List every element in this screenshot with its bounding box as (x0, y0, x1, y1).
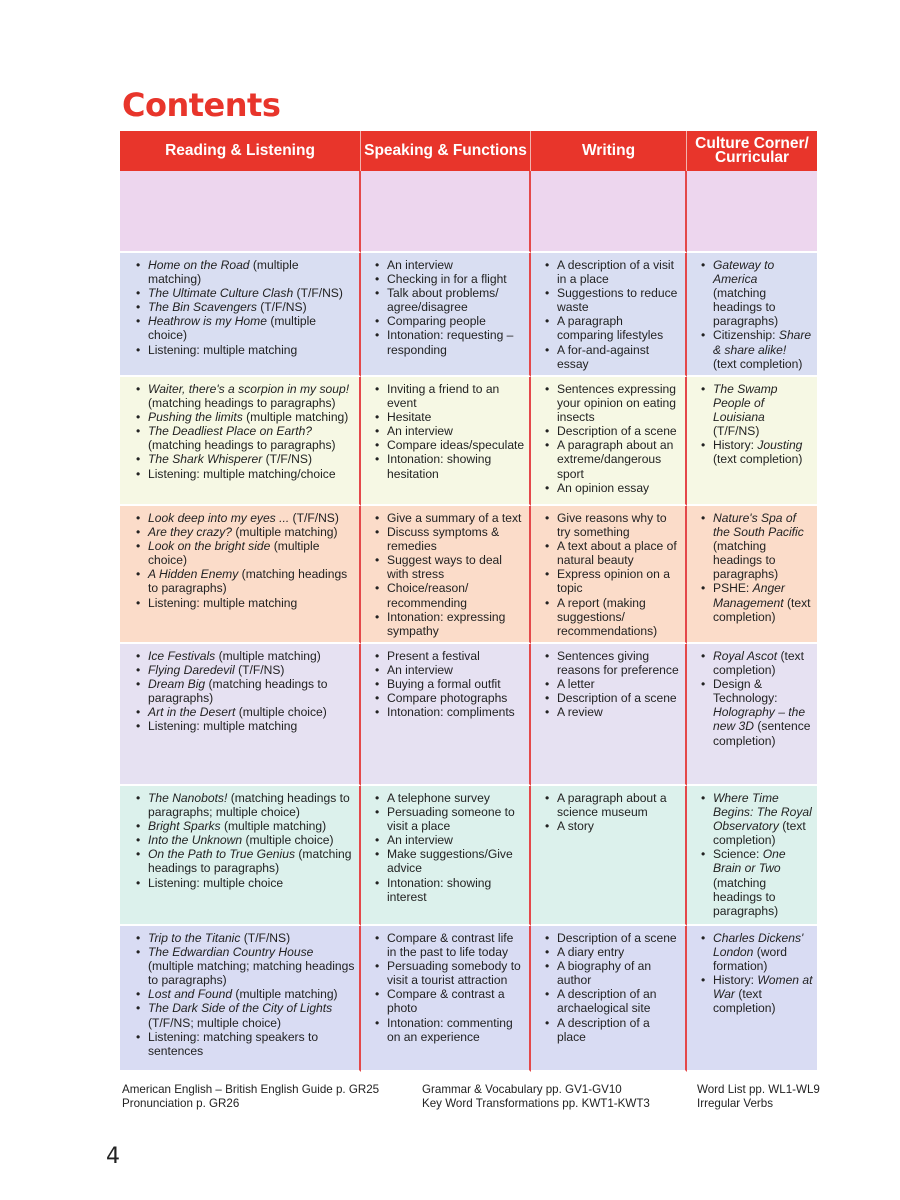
list-item (547, 424, 681, 438)
item-text: Compare photographs (387, 691, 508, 706)
list-item (138, 649, 355, 663)
bullet-list (703, 382, 813, 467)
list-item (138, 539, 355, 567)
item-title: Ice Festivals (148, 649, 216, 663)
item-text: Make suggestions/Give advice (387, 847, 513, 876)
item-title: Look on the bright side (148, 539, 271, 554)
contents-table (120, 131, 817, 1072)
bullet-list (377, 931, 525, 1044)
list-item (138, 567, 355, 595)
item-text: Description of a scene (557, 424, 677, 439)
bullet-list (377, 258, 525, 357)
item-text: Suggestions to reduce waste (557, 286, 678, 315)
footer-references-1 (122, 1083, 379, 1111)
list-item (138, 467, 355, 481)
list-item (377, 438, 525, 452)
item-title: The Dark Side of the City of Lights (148, 1001, 333, 1016)
item-text: (text completion) (713, 595, 811, 624)
bullet-list (547, 791, 681, 833)
item-title: Women at War (713, 973, 813, 1002)
unit-2-writing-cell (531, 377, 687, 506)
item-text: A report (making suggestions/ recommendations) (557, 595, 658, 638)
unit-6-reading-cell (120, 926, 361, 1072)
list-item (377, 314, 525, 328)
item-text: (text completion) (713, 819, 806, 848)
list-item (377, 833, 525, 847)
item-text: A paragraph about an extreme/dangerous sport (557, 438, 674, 481)
unit-0-speaking-cell (361, 171, 531, 253)
item-text: (matching headings to paragraphs) (148, 396, 336, 411)
item-text: Listening: multiple matching (148, 719, 298, 734)
item-title: The Ultimate Culture Clash (148, 286, 294, 301)
list-item (377, 272, 525, 286)
list-item (547, 258, 681, 286)
list-item (377, 649, 525, 663)
list-item (377, 677, 525, 691)
item-text: Intonation: commenting on an experience (387, 1015, 513, 1044)
footer-line: American English – British English Guide p. GR25 (122, 1083, 380, 1096)
unit-6-writing-cell (531, 926, 687, 1072)
item-text: (T/F/NS) (256, 300, 307, 315)
item-title: Share & share alike! (713, 328, 812, 357)
list-item (138, 719, 355, 733)
unit-5-reading-cell (120, 786, 361, 926)
item-text: Listening: matching speakers to sentences (148, 1029, 319, 1058)
item-title: Lost and Found (148, 987, 233, 1002)
list-item (377, 286, 525, 314)
list-item (377, 791, 525, 805)
list-item (547, 945, 681, 959)
list-item (138, 596, 355, 610)
list-item (547, 987, 681, 1015)
unit-4-speaking-cell (361, 644, 531, 786)
bullet-list (377, 649, 525, 719)
unit-2-speaking-cell (361, 377, 531, 506)
item-text: Listening: multiple matching (148, 595, 298, 610)
item-title: Bright Sparks (148, 819, 221, 834)
list-item (138, 511, 355, 525)
list-item (138, 286, 355, 300)
item-text: (text completion) (713, 987, 776, 1016)
list-item (703, 581, 813, 623)
list-item (703, 258, 813, 328)
list-item (377, 581, 525, 609)
bullet-list (547, 649, 681, 719)
item-text: Intonation: expressing sympathy (387, 609, 506, 638)
unit-5-writing-cell (531, 786, 687, 926)
item-text: (multiple choice) (235, 705, 327, 720)
item-title: One Brain or Two (713, 847, 786, 876)
item-text: A biography of an author (557, 959, 652, 988)
item-text: (matching headings to paragraphs) (713, 286, 779, 329)
list-item (703, 382, 813, 438)
item-text: History: (713, 973, 758, 988)
unit-4-reading-cell (120, 644, 361, 786)
item-text: An opinion essay (557, 480, 650, 495)
list-item (547, 959, 681, 987)
item-text: Hesitate (387, 410, 432, 425)
list-item (703, 438, 813, 466)
item-text: A letter (557, 677, 595, 692)
item-text: A paragraph about a science museum (557, 791, 667, 820)
list-item (138, 987, 355, 1001)
item-title: Flying Daredevil (148, 663, 235, 678)
item-text: A for-and-against essay (557, 342, 650, 371)
item-text: (multiple choice) (242, 833, 334, 848)
list-item (547, 691, 681, 705)
list-item (547, 705, 681, 719)
footer-line: Pronunciation p. GR26 (122, 1097, 240, 1111)
list-item (377, 328, 525, 356)
list-item (377, 663, 525, 677)
item-text: (matching headings to paragraphs) (148, 677, 328, 706)
item-text: A paragraph comparing lifestyles (557, 314, 664, 343)
item-title: A Hidden Enemy (148, 567, 239, 582)
list-item (138, 452, 355, 466)
page-number: 4 (106, 1144, 120, 1169)
list-item (547, 649, 681, 677)
item-text: An interview (387, 663, 453, 678)
item-text: Comparing people (387, 314, 486, 329)
item-text: (T/F/NS) (262, 452, 312, 467)
bullet-list (703, 258, 813, 371)
list-item (547, 677, 681, 691)
item-text: (matching headings to paragraphs) (713, 539, 779, 582)
item-title: The Edwardian Country House (148, 945, 314, 960)
bullet-list (703, 931, 813, 1016)
list-item (547, 596, 681, 638)
item-title: Pushing the limits (148, 410, 243, 425)
list-item (547, 481, 681, 495)
footer-line: Grammar & Vocabulary pp. GV1-GV10 (422, 1083, 622, 1096)
item-title: On the Path to True Genius (148, 847, 295, 862)
list-item (703, 847, 813, 917)
column-header-writing: Writing (531, 131, 687, 171)
bullet-list (138, 511, 355, 610)
item-text: Express opinion on a topic (557, 567, 670, 596)
item-text: Compare & contrast a photo (387, 987, 505, 1016)
bullet-list (377, 511, 525, 638)
list-item (377, 525, 525, 553)
list-item (547, 314, 681, 342)
list-item (138, 677, 355, 705)
item-text: A description of an archaelogical site (557, 987, 657, 1016)
list-item (138, 1030, 355, 1058)
column-header-speaking: Speaking & Functions (361, 131, 531, 171)
unit-4-culture-cell (687, 644, 817, 786)
item-text: (multiple matching) (148, 258, 299, 287)
item-text: (word formation) (713, 945, 787, 974)
list-item (138, 300, 355, 314)
item-text: Checking in for a flight (387, 272, 507, 287)
item-text: Buying a formal outfit (387, 677, 501, 692)
list-item (138, 945, 355, 987)
list-item (703, 791, 813, 847)
item-title: The Bin Scavengers (148, 300, 257, 315)
list-item (377, 876, 525, 904)
list-item (377, 511, 525, 525)
item-text: A text about a place of natural beauty (557, 539, 677, 568)
item-text: Intonation: showing hesitation (387, 452, 492, 481)
list-item (547, 511, 681, 539)
bullet-list (138, 382, 355, 481)
item-text: (matching headings to paragraphs; multiple choice) (148, 791, 350, 820)
item-title: The Nanobots! (148, 791, 228, 805)
list-item (377, 705, 525, 719)
item-text: (multiple matching; matching headings to paragraphs) (148, 959, 355, 988)
item-text: Persuading somebody to visit a tourist attraction (387, 959, 521, 988)
list-item (703, 931, 813, 973)
list-item (138, 410, 355, 424)
unit-6-speaking-cell (361, 926, 531, 1072)
unit-1-culture-cell (687, 253, 817, 377)
item-text: (T/F/NS) (293, 286, 343, 301)
item-text: Intonation: showing interest (387, 875, 492, 904)
list-item (138, 705, 355, 719)
list-item (703, 677, 813, 747)
item-text: (matching headings to paragraphs) (148, 847, 352, 876)
footer-references-3 (697, 1083, 820, 1111)
bullet-list (703, 649, 813, 748)
bullet-list (138, 649, 355, 734)
list-item (138, 847, 355, 875)
item-title: Nature's Spa of the South Pacific (713, 511, 804, 540)
list-item (703, 973, 813, 1015)
item-text: (text completion) (713, 452, 803, 467)
item-text: History: (713, 438, 758, 453)
item-text: Compare ideas/speculate (387, 438, 525, 453)
bullet-list (138, 931, 355, 1058)
bullet-list (547, 258, 681, 371)
item-text: Present a festival (387, 649, 480, 663)
bullet-list (377, 791, 525, 904)
item-text: A description of a visit in a place (557, 258, 674, 287)
item-title: Art in the Desert (148, 705, 236, 720)
list-item (547, 539, 681, 567)
item-text: Citizenship: (713, 328, 779, 343)
list-item (547, 382, 681, 424)
item-text: Listening: multiple matching/choice (148, 466, 336, 481)
item-text: A story (557, 819, 594, 834)
item-text: (T/F/NS; multiple choice) (148, 1015, 282, 1030)
footer-references-2 (422, 1083, 650, 1111)
unit-0-reading-cell (120, 171, 361, 253)
unit-4-writing-cell (531, 644, 687, 786)
unit-2-reading-cell (120, 377, 361, 506)
item-text: (text completion) (713, 649, 804, 678)
list-item (547, 931, 681, 945)
item-text: (T/F/NS) (240, 931, 291, 945)
item-text: Give a summary of a text (387, 511, 522, 525)
item-title: Home on the Road (148, 258, 250, 272)
item-text: (text completion) (713, 356, 803, 371)
list-item (547, 286, 681, 314)
list-item (138, 833, 355, 847)
item-text: Talk about problems/ agree/disagree (387, 286, 499, 315)
item-text: Sentences giving reasons for preference (557, 649, 679, 678)
item-text: (multiple matching) (232, 987, 338, 1002)
list-item (138, 931, 355, 945)
item-title: Into the Unknown (148, 833, 243, 848)
list-item (138, 424, 355, 452)
item-text: Compare & contrast life in the past to life today (387, 931, 514, 960)
item-text: Description of a scene (557, 931, 677, 945)
list-item (547, 1016, 681, 1044)
unit-0-writing-cell (531, 171, 687, 253)
bullet-list (138, 791, 355, 890)
bullet-list (547, 382, 681, 495)
item-text: Inviting a friend to an event (387, 382, 500, 411)
item-text: Design & Technology: (713, 677, 778, 706)
item-text: (multiple matching) (215, 649, 321, 663)
item-title: The Shark Whisperer (148, 452, 263, 467)
list-item (377, 424, 525, 438)
item-text: (multiple matching) (242, 410, 349, 425)
item-text: Listening: multiple matching (148, 342, 298, 357)
item-text: (matching headings to paragraphs) (713, 875, 779, 918)
item-text: Sentences expressing your opinion on eating insects (557, 382, 677, 425)
unit-1-writing-cell (531, 253, 687, 377)
item-title: Waiter, there's a scorpion in my soup! (148, 382, 350, 396)
list-item (377, 382, 525, 410)
list-item (703, 511, 813, 581)
list-item (377, 691, 525, 705)
unit-2-culture-cell (687, 377, 817, 506)
list-item (377, 258, 525, 272)
unit-6-culture-cell (687, 926, 817, 1072)
item-title: Trip to the Titanic (148, 931, 241, 945)
list-item (377, 931, 525, 959)
list-item (547, 819, 681, 833)
unit-3-writing-cell (531, 506, 687, 644)
item-text: A description of a place (557, 1015, 650, 1044)
item-text: Choice/reason/ recommending (387, 581, 469, 610)
item-title: Dream Big (148, 677, 206, 692)
item-text: An interview (387, 833, 453, 848)
list-item (377, 959, 525, 987)
item-title: Gateway to America (713, 258, 775, 287)
item-text: Discuss symptoms & remedies (387, 525, 500, 554)
item-text: An interview (387, 258, 453, 272)
item-text: Suggest ways to deal with stress (387, 553, 502, 582)
column-header-reading: Reading & Listening (120, 131, 361, 171)
list-item (377, 847, 525, 875)
item-text: (sentence completion) (713, 719, 811, 748)
footer-line: Irregular Verbs (697, 1097, 774, 1111)
page-title: Contents (122, 86, 281, 124)
item-title: Royal Ascot (713, 649, 778, 663)
list-item (138, 876, 355, 890)
list-item (138, 791, 355, 819)
list-item (547, 343, 681, 371)
unit-1-speaking-cell (361, 253, 531, 377)
item-title: Anger Management (713, 581, 785, 610)
list-item (138, 382, 355, 410)
item-text: A telephone survey (387, 791, 490, 805)
list-item (377, 553, 525, 581)
item-title: Where Time Begins: The Royal Observatory (713, 791, 812, 834)
item-text: (T/F/NS) (713, 424, 760, 439)
column-header-culture: Culture Corner/ Curricular (687, 131, 817, 171)
item-text: (multiple matching) (220, 819, 327, 834)
unit-3-speaking-cell (361, 506, 531, 644)
item-title: The Deadliest Place on Earth? (148, 424, 313, 439)
item-text: Persuading someone to visit a place (387, 805, 515, 834)
item-title: Look deep into my eyes ... (148, 511, 290, 525)
item-text: A review (557, 705, 603, 720)
list-item (703, 328, 813, 370)
item-text: (multiple matching) (232, 525, 338, 540)
list-item (377, 1016, 525, 1044)
item-text: Description of a scene (557, 691, 677, 706)
item-title: Are they crazy? (148, 525, 233, 540)
item-title: Charles Dickens' London (713, 931, 804, 960)
list-item (138, 258, 355, 286)
unit-1-reading-cell (120, 253, 361, 377)
item-text: An interview (387, 424, 453, 439)
item-text: (multiple choice) (148, 539, 320, 568)
item-title: Heathrow is my Home (148, 314, 267, 329)
item-text: (matching headings to paragraphs) (148, 567, 348, 596)
footer-line: Key Word Transformations pp. KWT1-KWT3 (422, 1097, 650, 1111)
list-item (138, 819, 355, 833)
item-text: Intonation: compliments (387, 705, 515, 720)
item-text: (T/F/NS) (234, 663, 285, 678)
item-text: PSHE: (713, 581, 753, 596)
list-item (547, 567, 681, 595)
bullet-list (377, 382, 525, 481)
item-text: Listening: multiple choice (148, 875, 284, 890)
item-text: (matching headings to paragraphs) (148, 438, 336, 453)
list-item (138, 1001, 355, 1029)
list-item (138, 525, 355, 539)
item-title: Holography – the new 3D (713, 705, 806, 734)
item-title: Jousting (757, 438, 803, 453)
bullet-list (547, 931, 681, 1044)
list-item (703, 649, 813, 677)
bullet-list (138, 258, 355, 357)
list-item (377, 410, 525, 424)
item-text: A diary entry (557, 945, 625, 960)
list-item (377, 805, 525, 833)
unit-5-speaking-cell (361, 786, 531, 926)
list-item (547, 791, 681, 819)
item-text: Intonation: requesting – responding (387, 328, 514, 357)
list-item (377, 452, 525, 480)
unit-0-culture-cell (687, 171, 817, 253)
unit-3-reading-cell (120, 506, 361, 644)
item-text: (multiple choice) (148, 314, 317, 343)
list-item (377, 610, 525, 638)
bullet-list (703, 511, 813, 624)
item-title: The Swamp People of Louisiana (713, 382, 778, 425)
list-item (138, 314, 355, 342)
item-text: Give reasons why to try something (557, 511, 667, 540)
unit-3-culture-cell (687, 506, 817, 644)
footer-line: Word List pp. WL1-WL9 (697, 1083, 820, 1096)
item-text: Science: (713, 847, 763, 862)
item-text: (T/F/NS) (289, 511, 339, 525)
unit-5-culture-cell (687, 786, 817, 926)
list-item (138, 343, 355, 357)
list-item (547, 438, 681, 480)
list-item (377, 987, 525, 1015)
list-item (138, 663, 355, 677)
bullet-list (547, 511, 681, 638)
bullet-list (703, 791, 813, 918)
